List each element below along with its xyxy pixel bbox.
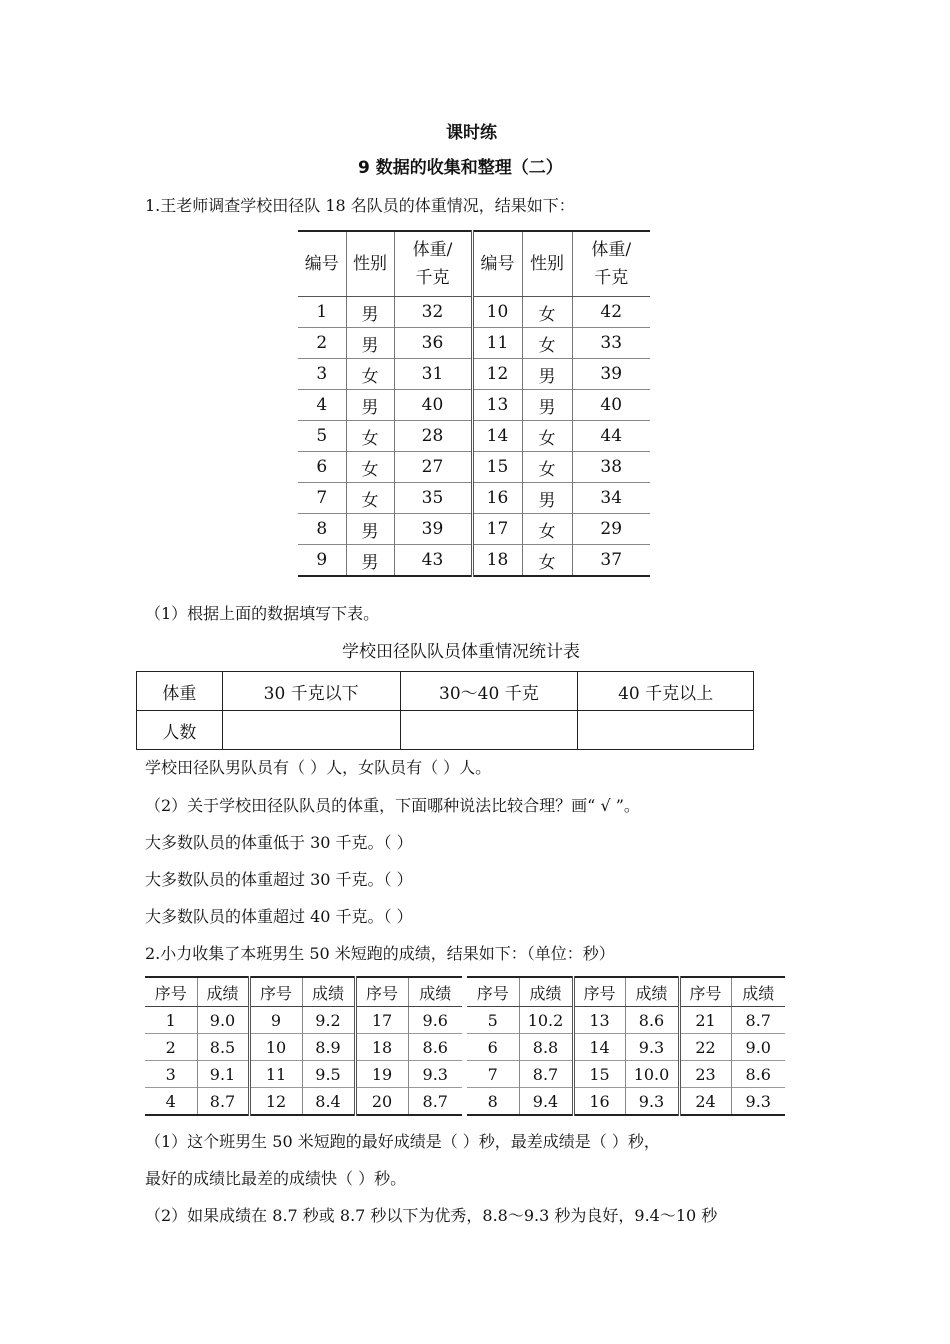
table-row: 1 男 32 10 女 42 [298, 297, 650, 328]
stat-blank-cell[interactable] [400, 711, 578, 750]
table-row: 4 8.7 12 8.4 20 8.7 [145, 1088, 462, 1116]
table-row: 5 女 28 14 女 44 [298, 421, 650, 452]
header-gender: 性别 [346, 231, 394, 297]
table-row: 6 8.8 14 9.3 22 9.0 [467, 1034, 785, 1061]
table-row: 8 男 39 17 女 29 [298, 514, 650, 545]
q2-part1-line1: （1）这个班男生 50 米短跑的最好成绩是（ ）秒，最差成绩是（ ）秒， [145, 1132, 660, 1151]
q1-part1: （1）根据上面的数据填写下表。 [145, 604, 380, 623]
table-row: 7 女 35 16 男 34 [298, 483, 650, 514]
q2-intro: 2.小力收集了本班男生 50 米短跑的成绩，结果如下：（单位：秒） [145, 944, 615, 963]
option-item: 大多数队员的体重超过 30 千克。（ ） [145, 870, 413, 889]
table-row: 3 女 31 12 男 39 [298, 359, 650, 390]
stat-header: 体重 [137, 672, 223, 711]
header-weight: 体重/ 千克 [394, 231, 472, 297]
q2-part2: （2）如果成绩在 8.7 秒或 8.7 秒以下为优秀，8.8～9.3 秒为良好，9.4～10 秒 [145, 1206, 718, 1225]
stat-blank-cell[interactable] [578, 711, 754, 750]
weight-stat-table [136, 671, 754, 750]
header-id: 编号 [298, 231, 346, 297]
run-table-right: 序号 成绩 序号 成绩 序号 成绩 5 10.2 13 8.6 21 8.7 6 8.8 14 9.3 22 9.0 7 8.7 15 10.0 23 8.6 8 9.4 16 9.3 24 9.3 [467, 976, 785, 1116]
stat-row-label: 人数 [137, 711, 223, 750]
stat-header: 30 千克以下 [222, 672, 400, 711]
q2-part1-line2: 最好的成绩比最差的成绩快（ ）秒。 [145, 1169, 407, 1188]
header-weight: 体重/ 千克 [572, 231, 650, 297]
weights-table [298, 230, 650, 577]
table-row: 2 8.5 10 8.9 18 8.6 [145, 1034, 462, 1061]
stat-table-title: 学校田径队队员体重情况统计表 [342, 642, 580, 662]
option-item: 大多数队员的体重低于 30 千克。（ ） [145, 833, 413, 852]
table-row: 1 9.0 9 9.2 17 9.6 [145, 1007, 462, 1034]
table-row: 7 8.7 15 10.0 23 8.6 [467, 1061, 785, 1088]
count-line: 学校田径队男队员有（ ）人，女队员有（ ）人。 [145, 758, 492, 777]
table-row: 3 9.1 11 9.5 19 9.3 [145, 1061, 462, 1088]
run-table-left: 序号 成绩 序号 成绩 序号 成绩 1 9.0 9 9.2 17 9.6 2 8.5 10 8.9 18 8.6 3 9.1 11 9.5 19 9.3 4 8.7 12 8.4 20 8.7 [145, 976, 462, 1116]
header-id: 编号 [472, 231, 522, 297]
table-row: 6 女 27 15 女 38 [298, 452, 650, 483]
table-row: 2 男 36 11 女 33 [298, 328, 650, 359]
stat-header: 30～40 千克 [400, 672, 578, 711]
table-row: 4 男 40 13 男 40 [298, 390, 650, 421]
page-title: 课时练 [446, 123, 497, 143]
stat-header: 40 千克以上 [578, 672, 754, 711]
q1-part2: （2）关于学校田径队队员的体重，下面哪种说法比较合理？画“ √ ”。 [145, 796, 640, 815]
option-item: 大多数队员的体重超过 40 千克。（ ） [145, 907, 413, 926]
header-gender: 性别 [522, 231, 572, 297]
stat-blank-cell[interactable] [222, 711, 400, 750]
lesson-subtitle: 9 数据的收集和整理（二） [358, 158, 563, 178]
table-row: 8 9.4 16 9.3 24 9.3 [467, 1088, 785, 1116]
table-row: 9 男 43 18 女 37 [298, 545, 650, 577]
q1-intro: 1.王老师调查学校田径队 18 名队员的体重情况，结果如下： [145, 196, 575, 215]
table-row: 5 10.2 13 8.6 21 8.7 [467, 1007, 785, 1034]
